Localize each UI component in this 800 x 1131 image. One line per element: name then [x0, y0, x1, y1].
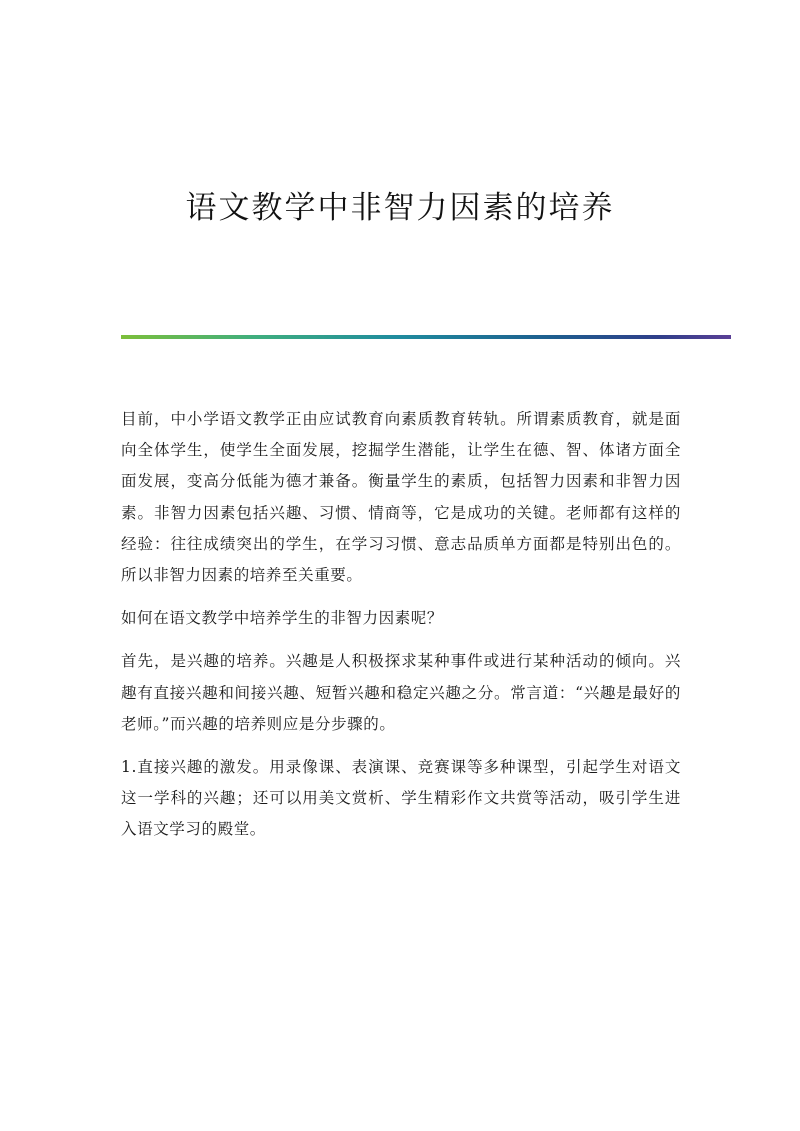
- paragraph-question: 如何在语文教学中培养学生的非智力因素呢？: [121, 609, 444, 628]
- gradient-divider: [121, 335, 731, 339]
- document-body: [121, 404, 681, 858]
- paragraph-point-1: 1.直接兴趣的激发。用录像课、表演课、竞赛课等多种课型，引起学生对语文这一学科的兴趣；还可以用美文赏析、学生精彩作文共赏等活动，吸引学生进入语文学习的殿堂。: [121, 758, 681, 839]
- document-title: 语文教学中非智力因素的培养: [185, 190, 615, 226]
- paragraph-intro: 目前，中小学语文教学正由应试教育向素质教育转轨。所谓素质教育，就是面向全体学生，使学生全面发展，挖掘学生潜能，让学生在德、智、体诸方面全面发展，变高分低能为德才兼备。衡量学生的素质，包括智力因素和非智力因素。非智力因素包括兴趣、习惯、情商等，它是成功的关键。老师都有这样的经验：往往成绩突出的学生，在学习习惯、意志品质单方面都是特别出色的。所以非智力因素的培养至关重要。: [121, 410, 681, 585]
- paragraph-interest: 首先，是兴趣的培养。兴趣是人积极探求某种事件或进行某种活动的倾向。兴趣有直接兴趣和间接兴趣、短暂兴趣和稳定兴趣之分。常言道：“兴趣是最好的老师。”而兴趣的培养则应是分步骤的。: [121, 652, 681, 733]
